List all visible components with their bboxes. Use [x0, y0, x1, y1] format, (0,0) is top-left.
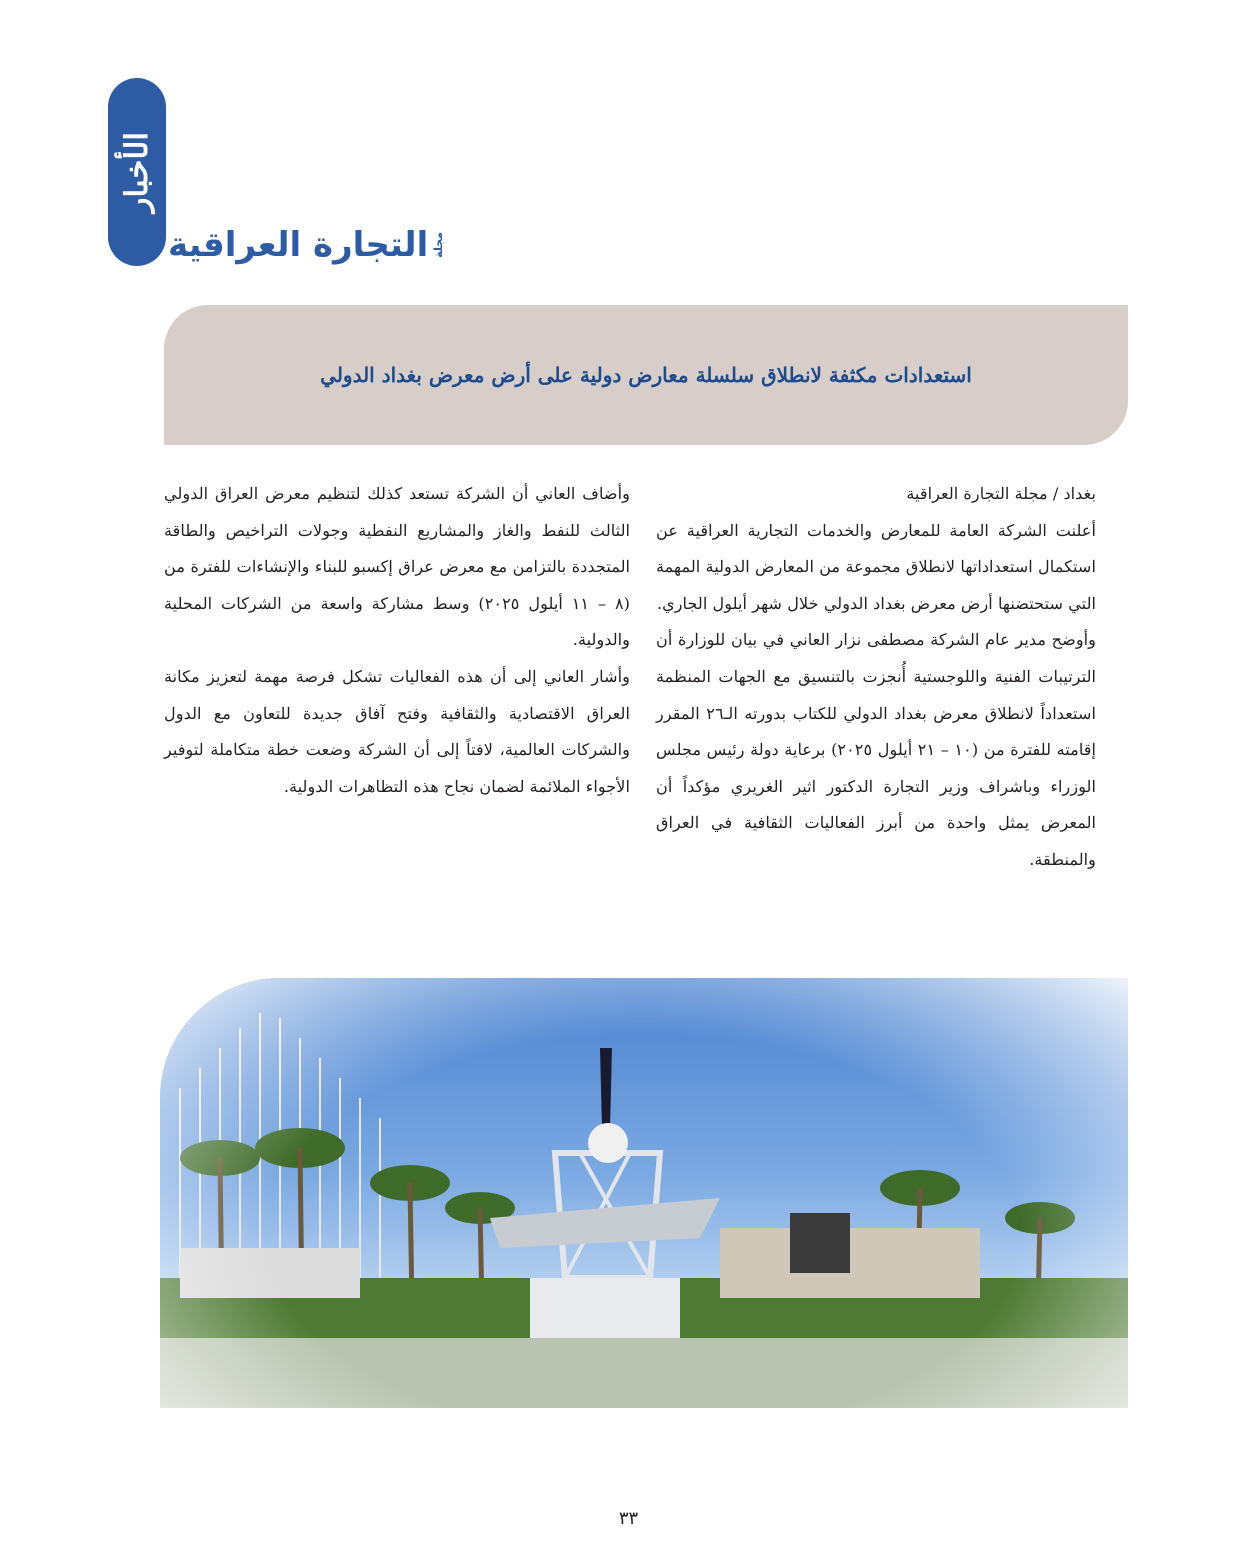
section-tab — [108, 78, 166, 266]
article-column-left — [164, 476, 630, 805]
exhibition-photo — [160, 978, 1128, 1408]
paragraph: وأوضح مدير عام الشركة مصطفى نزار العاني في بيان للوزارة أن الترتيبات الفنية واللوجستية أُنجزت بالتنسيق مع الجهات المنظمة استعداداً لانطلاق معرض بغداد الدولي للكتاب بدورته الـ٢٦ المقرر إقامته للفترة من (١٠ – ٢١ أيلول ٢٠٢٥) برعاية دولة رئيس مجلس الوزراء وباشراف وزير التجارة الدكتور اثير الغريري مؤكداً أن المعرض يمثل واحدة من أبرز الفعاليات الثقافية في العراق والمنطقة. — [656, 630, 1097, 869]
paragraph: أعلنت الشركة العامة للمعارض والخدمات التجارية العراقية عن استكمال استعداداتها لانطلاق مجموعة من المعارض الدولية المهمة التي ستحتضنها أرض معرض بغداد الدولي خلال شهر أيلول الجاري. — [656, 520, 1096, 613]
article-column-right — [656, 476, 1096, 879]
paragraph: وأضاف العاني أن الشركة تستعد كذلك لتنظيم معرض العراق الدولي الثالث للنفط والغاز والمشاريع النفطية وجولات التراخيص والطاقة المتجددة بالتزامن مع معرض عراق إكسبو للبناء والإنشاءات للفترة من (٨ – ١١ أيلول ٢٠٢٥) وسط مشاركة واسعة من الشركات المحلية والدولية. — [164, 484, 630, 650]
photo-illustration — [160, 978, 1128, 1408]
magazine-logo — [168, 220, 445, 270]
headline-banner — [164, 305, 1128, 445]
article-headline: استعدادات مكثفة لانطلاق سلسلة معارض دولية على أرض معرض بغداد الدولي — [320, 363, 972, 387]
dateline: بغداد / مجلة التجارة العراقية — [906, 484, 1096, 503]
page-number: ٣٣ — [618, 1508, 639, 1529]
paragraph: وأشار العاني إلى أن هذه الفعاليات تشكل فرصة مهمة لتعزيز مكانة العراق الاقتصادية والثقافية وفتح آفاق جديدة للتعاون مع الدول والشركات العالمية، لافتاً إلى أن الشركة وضعت خطة متكاملة لتوفير الأجواء الملائمة لضمان نجاح هذه التظاهرات الدولية. — [164, 666, 630, 796]
logo-name: التجارة العراقية — [168, 225, 429, 265]
section-label: الأخبار — [119, 131, 155, 213]
logo-prefix: مجلة — [432, 232, 446, 258]
